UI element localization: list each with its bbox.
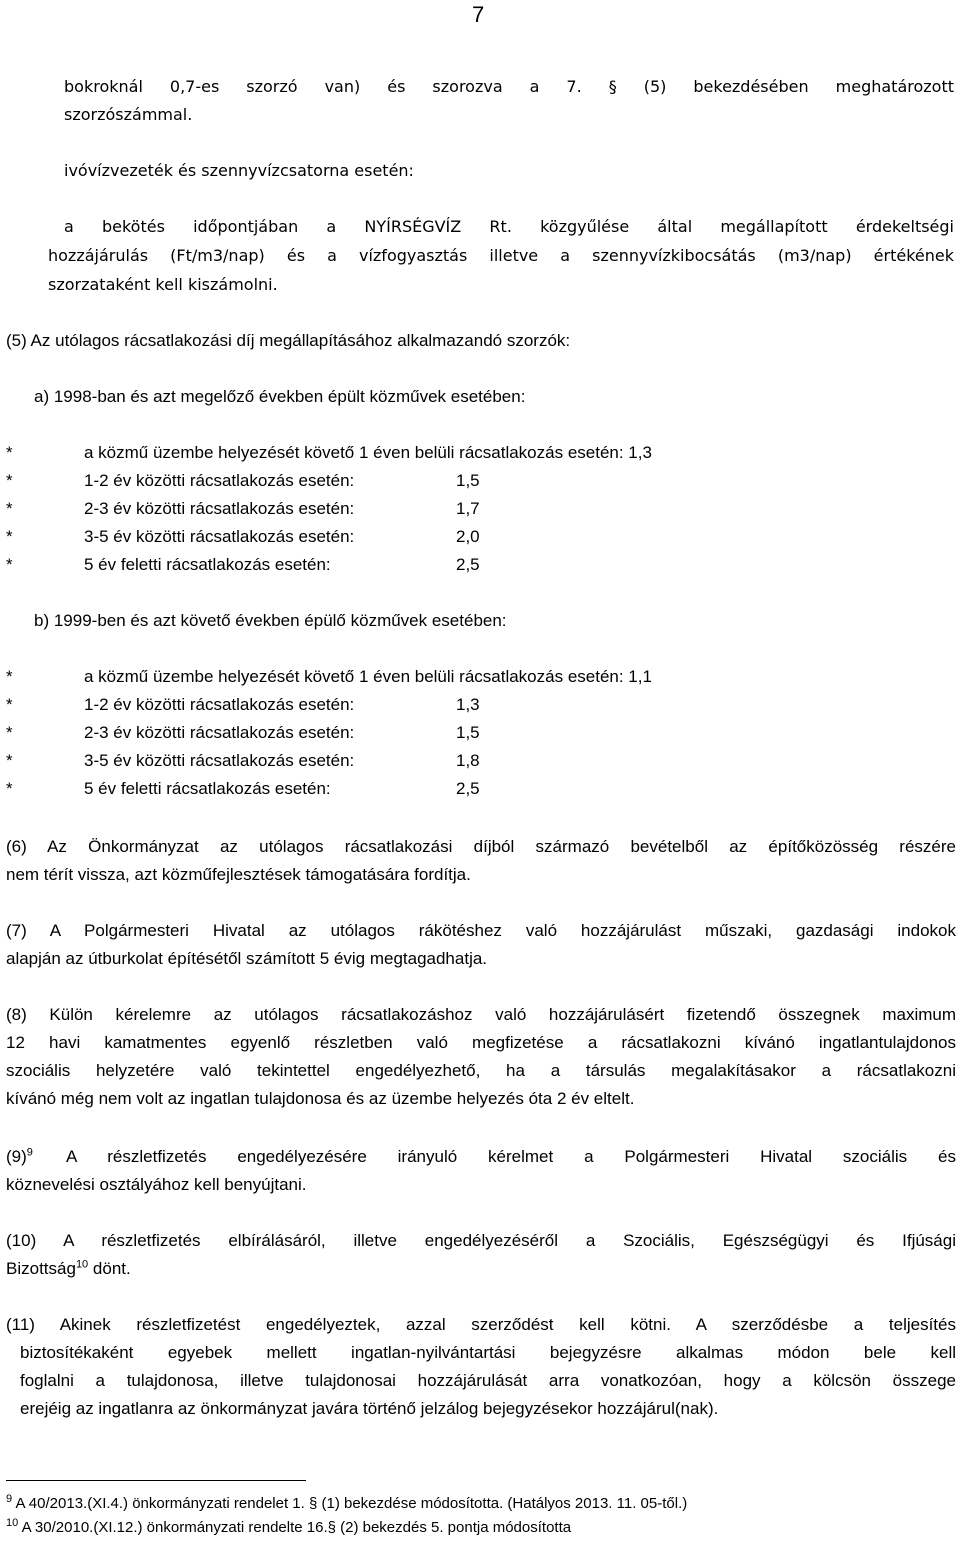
section-11-line-4: erejéig az ingatlanra az önkormányzat javára történő jelzálog bejegyzésekor hozzájárul(nak). (20, 1399, 719, 1418)
list-item-value: 2,5 (456, 555, 480, 574)
section-10-line-1: (10) A részletfizetés elbírálásáról, illetve engedélyezéséről a Szociális, Egészségügyi és Ifjúsági (6, 1231, 956, 1250)
footnote-separator (6, 1480, 306, 1481)
section-9-line-2: köznevelési osztályához kell benyújtani. (6, 1175, 307, 1194)
list-item-text: 5 év feletti rácsatlakozás esetén: (84, 779, 331, 798)
list-item-text: 3-5 év közötti rácsatlakozás esetén: (84, 527, 355, 546)
section-11-line-2: biztosítékaként egyebek mellett ingatlan-nyilvántartási bejegyzésre alkalmas módon bele kell (20, 1343, 956, 1362)
section-5b-title: b) 1999-ben és azt követő években épülő közművek esetében: (34, 611, 507, 630)
section-10-line-2 (6, 1258, 131, 1280)
list-item-text: 1-2 év közötti rácsatlakozás esetén: (84, 471, 355, 490)
intro-line-6: szorzataként kell kiszámolni. (48, 275, 278, 294)
footnote-10 (6, 1518, 571, 1538)
section-5-heading: (5) Az utólagos rácsatlakozási díj megállapításához alkalmazandó szorzók: (6, 331, 571, 350)
list-item-value: 1,7 (456, 499, 480, 518)
bullet-star: * (6, 471, 13, 490)
section-9-line-1: A részletfizetés engedélyezésére irányuló kérelmet a Polgármesteri Hivatal szociális és (66, 1147, 956, 1166)
section-8-line-1: (8) Külön kérelemre az utólagos rácsatlakozáshoz való hozzájárulásért fizetendő összegnek maximum (6, 1005, 956, 1024)
list-item-text: 1-2 év közötti rácsatlakozás esetén: (84, 695, 355, 714)
list-item-text: a közmű üzembe helyezését követő 1 éven belüli rácsatlakozás esetén: 1,3 (84, 443, 652, 462)
bullet-star: * (6, 751, 13, 770)
intro-line-3: ivóvízvezeték és szennyvízcsatorna esetén: (64, 161, 414, 180)
section-10-text: Bizottság (6, 1259, 76, 1278)
section-6-line-1: (6) Az Önkormányzat az utólagos rácsatlakozási díjból származó bevételből az építőközösség részére (6, 837, 956, 856)
intro-line-2: szorzószámmal. (64, 105, 193, 124)
list-item-value: 2,5 (456, 779, 480, 798)
bullet-star: * (6, 779, 13, 798)
intro-line-5: hozzájárulás (Ft/m3/nap) és a vízfogyasztás illetve a szennyvízkibocsátás (m3/nap) értékének (48, 246, 954, 265)
list-item-value: 1,3 (456, 695, 480, 714)
section-10-text-end: dönt. (88, 1259, 131, 1278)
bullet-star: * (6, 499, 13, 518)
footnote-text: A 30/2010.(XI.12.) önkormányzati rendelte 16.§ (2) bekezdés 5. pontja módosította (18, 1519, 572, 1536)
section-7-line-2: alapján az útburkolat építésétől számított 5 évig megtagadhatja. (6, 949, 488, 968)
footnote-number: 10 (6, 1517, 19, 1529)
intro-line-4: a bekötés időpontjában a NYÍRSÉGVÍZ Rt. közgyűlése által megállapított érdekeltségi (64, 217, 954, 236)
footnote-number: 9 (6, 1493, 13, 1505)
bullet-star: * (6, 443, 13, 462)
section-11-line-3: foglalni a tulajdonosa, illetve tulajdonosai hozzájárulását arra vonatkozóan, hogy a kölcsön összege (20, 1371, 956, 1390)
section-11-line-1: (11) Akinek részletfizetést engedélyeztek, azzal szerződést kell kötni. A szerződésbe a teljesítés (6, 1315, 956, 1334)
section-8-line-4: kívánó még nem volt az ingatlan tulajdonosa és az üzembe helyezés óta 2 év eltelt. (6, 1089, 635, 1108)
bullet-star: * (6, 555, 13, 574)
footnote-ref-10: 10 (75, 1258, 89, 1271)
list-item-value: 1,5 (456, 723, 480, 742)
footnote-9 (6, 1494, 687, 1514)
bullet-star: * (6, 527, 13, 546)
section-7-line-1: (7) A Polgármesteri Hivatal az utólagos rákötéshez való hozzájárulást műszaki, gazdasági indokok (6, 921, 956, 940)
section-5a-title: a) 1998-ban és azt megelőző években épült közművek esetében: (34, 387, 526, 406)
list-item-value: 1,8 (456, 751, 480, 770)
bullet-star: * (6, 723, 13, 742)
intro-line-1: bokroknál 0,7-es szorzó van) és szorozva a 7. § (5) bekezdésében meghatározott (64, 77, 954, 96)
list-item-value: 2,0 (456, 527, 480, 546)
section-9-number: (9) (6, 1147, 27, 1166)
section-8-line-3: szociális helyzetére való tekintettel engedélyezhető, ha a társulás megalakításakor a rácsatlakozni (6, 1061, 956, 1080)
section-6-line-2: nem térít vissza, azt közműfejlesztések támogatására fordítja. (6, 865, 471, 884)
list-item-text: 3-5 év közötti rácsatlakozás esetén: (84, 751, 355, 770)
bullet-star: * (6, 667, 13, 686)
page-number: 7 (472, 2, 485, 27)
list-item-text: 5 év feletti rácsatlakozás esetén: (84, 555, 331, 574)
list-item-value: 1,5 (456, 471, 480, 490)
footnote-ref-9: 9 (26, 1146, 33, 1159)
bullet-star: * (6, 695, 13, 714)
section-8-line-2: 12 havi kamatmentes egyenlő részletben való megfizetése a rácsatlakozni kívánó ingatlantulajdonos (6, 1033, 956, 1052)
section-9-label (6, 1146, 33, 1168)
list-item-text: 2-3 év közötti rácsatlakozás esetén: (84, 499, 355, 518)
list-item-text: a közmű üzembe helyezését követő 1 éven belüli rácsatlakozás esetén: 1,1 (84, 667, 652, 686)
footnote-text: A 40/2013.(XI.4.) önkormányzati rendelet 1. § (1) bekezdése módosította. (Hatályos 2013. 11. 05-től.) (12, 1495, 688, 1512)
list-item-text: 2-3 év közötti rácsatlakozás esetén: (84, 723, 355, 742)
